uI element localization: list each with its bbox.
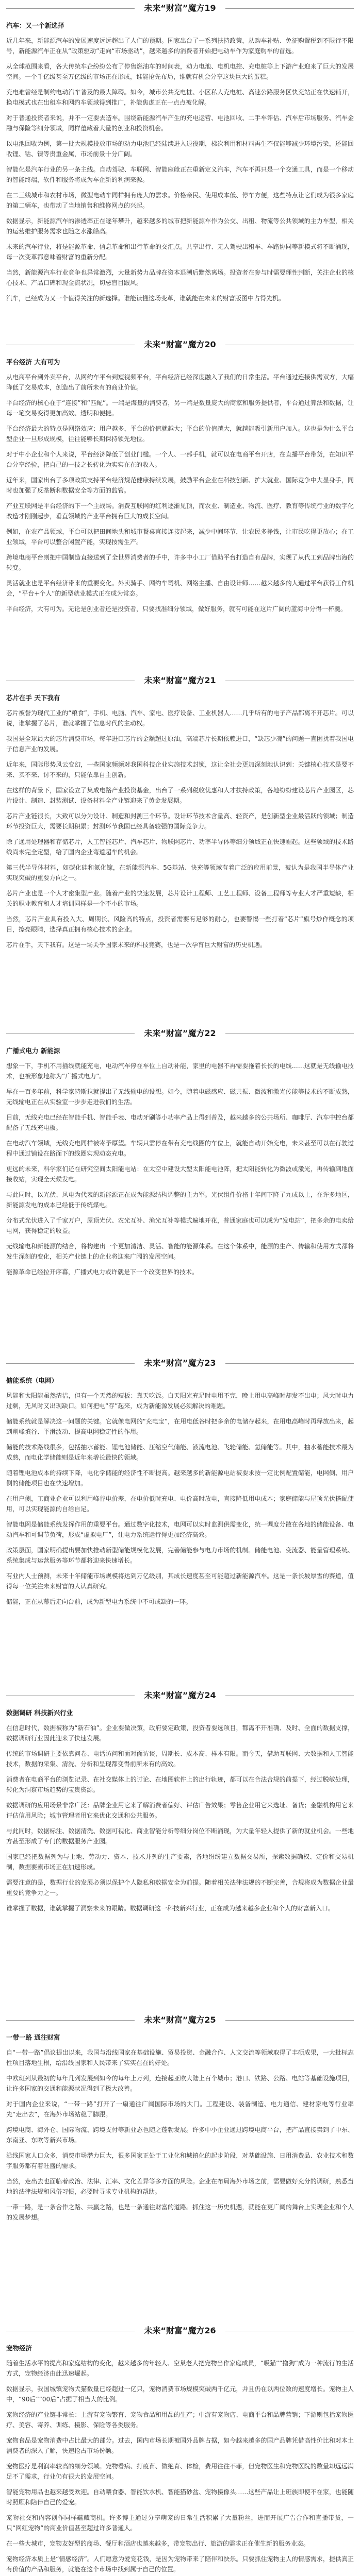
- paragraph: 需要注意的是，数据行业的发展必须以保护个人隐私和数据安全为前提。随着相关法律法规的不断完善，合规将成为数据企业最重要的竞争力之一。: [6, 1879, 354, 1896]
- paragraph: 在电动汽车领域，无线充电同样被寄予厚望。车辆只需停在带有充电线圈的车位上，就能自动开始充电，未来甚至可以在行驶过程中通过铺设在路面下的线圈实现动态充电。: [6, 1140, 354, 1157]
- banner-rule-left: [6, 1363, 135, 1364]
- paragraph: 储能系统就是解决这一问题的关键。它就像电网的“充电宝”，在用电低谷时把多余的电储存起来，在用电高峰时再释放出来，起到削峰填谷、平滑波动、提高电网稳定性的作用。: [6, 1418, 354, 1435]
- paragraph: 随着生活水平的提高和家庭结构的变化，越来越多的年轻人、空巢老人把宠物当作家庭成员，“吸猫”“撸狗”成为一种流行的生活方式，宠物经济由此迅速崛起。: [6, 2360, 354, 2377]
- paragraph: 沿线国家人口众多，消费市场潜力巨大，很多国家正处于工业化和城镇化的起步阶段，对基础设施、日用消费品、农业技术和数字服务都有着旺盛的需求。: [6, 2152, 354, 2170]
- section-subtitle: 平台经济 大有可为: [6, 358, 60, 366]
- banner-rule-left: [6, 2020, 135, 2021]
- paragraph: 对于普通投资者来说，并不一定要去造车。围绕新能源汽车产生的充电运营、电池回收、二手车评估、汽车后市场服务、汽车金融与保险等细分领域，同样蕴藏着大量的创业和投资机会。: [6, 114, 354, 132]
- paragraph: 智能化是汽车行业的另一条主线。自动驾驶、车联网、智能座舱正在重新定义汽车，汽车不再只是一个交通工具，而是一个移动的智能终端，软件和服务将成为车企新的利润来源。: [6, 166, 354, 183]
- paragraph: 政策层面，国家明确提出要加快推动新型储能规模化发展，完善储能参与电力市场的机制。储能电池、变流器、能量管理系统、系统集成与运营服务等环节都将迎来快速增长。: [6, 1547, 354, 1564]
- paragraph: 在一些大城市，宠物友好型的商场、餐厅和酒店也越来越多，带宠物出行、旅游的需求正在催生新的服务业态。: [6, 2540, 310, 2547]
- paragraph: 更远的未来，科学家们还在研究空间太阳能电站：在太空中建设大型太阳能电池阵，把太阳能转化为微波或激光，再传输到地面接收站，实现全天候发电。: [6, 1165, 354, 1183]
- paragraph: 当然，新能源汽车行业竞争也异常激烈，大量新势力品牌在资本退潮后黯然离场。投资者在参与时需要理性判断，关注企业的核心技术、产品口碑和现金流状况，切忌盲目跟风。: [6, 269, 354, 286]
- banner-rule-left: [6, 8, 135, 9]
- paragraph: 跨境电商、海外仓、国际物流、跨境支付等新业态也随之蓬勃发展。许多中小企业通过跨境电商平台，把产品直接卖到了中东、东南亚、东欧等新兴市场。: [6, 2126, 354, 2144]
- paragraph: 与此同时，以光伏、风电为代表的新能源正在成为能源结构调整的主力军。光伏组件价格十年间下降了九成以上，在许多地区，新能源发电的成本已经低于传统煤电。: [6, 1191, 354, 1209]
- section-banner: [6, 2325, 354, 2336]
- paragraph: 我国是全球最大的芯片消费市场，每年进口芯片的金额超过原油，高端芯片长期依赖进口，“缺芯少魂”的问题一直困扰着我国电子信息产业的发展。: [6, 735, 354, 753]
- paragraph: 随着锂电池成本的持续下降，电化学储能的经济性不断提高。越来越多的新能源电站被要求按一定比例配置储能，电网侧、用户侧的储能项目也在快速增加。: [6, 1469, 354, 1487]
- section-subtitle: 广播式电力 新能源: [6, 1047, 60, 1055]
- paragraph: 宠物经济的产业链非常长：上游有宠物繁育、宠物食品和用品的生产；中游有宠物店、电商平台和品牌营销；下游则包括宠物医疗、美容、寄养、训练、摄影、保险等各类服务。: [6, 2411, 354, 2429]
- section-subtitle: 宠物经济: [6, 2344, 32, 2352]
- section-banner: [6, 1358, 354, 1369]
- paragraph: 分布式光伏进入了千家万户，屋顶光伏、农光互补、渔光互补等模式遍地开花，普通家庭也可以成为“发电站”，把多余的电卖给电网，获得稳定的收益。: [6, 1217, 354, 1234]
- article-section: [0, 1028, 360, 1358]
- section-banner: [6, 339, 354, 350]
- paragraph: 宠物医疗是利润率较高的细分领域。宠物看病、打疫苗、做绝育、体检，费用往往不菲，但宠物医生和宠物医院的数量却远远满足不了需求，行业仍有很大的发展空间。: [6, 2463, 354, 2480]
- section-title: 未来“财富”魔方25: [144, 2015, 216, 2025]
- paragraph: 消费者在电商平台的浏览记录、在社交媒体上的讨论、在地图软件上的出行轨迹，都可以在合法合规的前提下，经过脱敏处理，转化为洞察市场趋势的宝贵资源。: [6, 1776, 354, 1793]
- paragraph: 谁掌握了数据，谁就掌握了洞察未来的眼睛。数据调研这一科技新兴行业，正在成为越来越多企业和个人的财富新入口。: [6, 1905, 335, 1912]
- paragraph: 跨境电商平台则把中国制造直接送到了全世界消费者的手中，许多中小工厂借助平台打造自有品牌，实现了从代工到品牌出海的转变。: [6, 554, 354, 571]
- paragraph: 早在一百多年前，科学家特斯拉就提出了无线输电的设想。如今，随着电磁感应、磁共振、微波和激光传能等技术的不断成熟，无线输电正在从实验室一步步走进我们的生活。: [6, 1088, 354, 1106]
- section-title: 未来“财富”魔方21: [144, 675, 216, 685]
- paragraph: 宠物社交和内容创作同样蕴藏商机。许多博主通过分享萌宠的日常生活积累了大量粉丝，进而开展广告合作和直播带货，一只“网红宠物”的商业价值甚至超过许多普通人。: [6, 2514, 354, 2532]
- paragraph: 智能电网是储能系统发挥作用的重要平台。通过数字化技术，电网可以实时监测供需变化，统一调度分散在各地的储能设备、电动汽车和可调节负荷，形成“虚拟电厂”，让电力系统运行得更加经济高效。: [6, 1521, 354, 1538]
- paragraph: 数据显示，我国城镇宠物犬猫数量已经超过一亿只，宠物消费市场规模突破两千亿元，并且仍在以两位数的速度增长。宠物主人中，“90后”“00后”占据了相当大的比例。: [6, 2385, 354, 2403]
- section-title: 未来“财富”魔方26: [144, 2326, 216, 2335]
- paragraph: 对于国内企业来说，“一带一路”打开了一扇通往广阔国际市场的大门。工程建设、装备制造、电力通信、建材家电等行业率先“走出去”，在海外市场站稳了脚跟。: [6, 2100, 354, 2118]
- paragraph: 智能宠物用品也越来越受欢迎。自动喂食器、智能饮水机、智能猫砂盆、宠物摄像头……这些产品让上班族即使不在家，也能随时照顾和陪伴自己的爱宠。: [6, 2488, 354, 2506]
- section-title: 未来“财富”魔方20: [144, 340, 216, 349]
- paragraph: 与此同时，数据标注、数据清洗、数据可视化、商业智能分析等细分岗位不断涌现，为大量年轻人提供了新的就业机会。一些地方甚至形成了专门的数据服务产业园。: [6, 1827, 354, 1845]
- section-subtitle: 芯片在手 天下我有: [6, 694, 60, 702]
- section-banner: [6, 1690, 354, 1701]
- section-banner: [6, 3, 354, 14]
- paragraph: 除了通用处理器和存储芯片，人工智能芯片、汽车芯片、物联网芯片、功率半导体等细分领域正在快速崛起。这些领域的技术路线尚未完全定型，给了国内企业弯道超车的机会。: [6, 838, 354, 856]
- paragraph: 芯片产业链很长，大致可以分为设计、制造和封测三个环节。设计环节技术含量高、轻资产，是创新型企业最活跃的领域；制造环节投资巨大，需要长期积累；封测环节我国已经具备较强的国际竞争力。: [6, 812, 354, 830]
- paragraph: 近年来，国际形势风云变幻，一些国家频频对我国科技企业实施技术封锁，这让全社会更加深刻地认识到：关键核心技术是要不来、买不来、讨不来的，只能依靠自主创新。: [6, 761, 354, 778]
- section-subtitle: 数据调研 科技新兴行业: [6, 1709, 73, 1717]
- paragraph: 目前，无线充电已经在智能手机、智能手表、电动牙刷等小功率产品上得到普及，越来越多的公共场所、咖啡厅、汽车中控台都配备了无线充电板。: [6, 1114, 354, 1131]
- section-banner: [6, 675, 354, 686]
- paragraph: 数据显示，新能源汽车的渗透率正在逐年攀升，越来越多的城市把新能源车作为公交、出租、物流等公共领域的主力车型，相关的运营维护服务需求也随之水涨船高。: [6, 217, 354, 235]
- paragraph: 在二三线城市和农村市场，微型电动车同样拥有庞大的需求。价格亲民、使用成本低、停车方便，这些特点让它们成为很多家庭的第二辆车，也带动了当地销售和维修网点的兴起。: [6, 192, 354, 209]
- article-section: [0, 675, 360, 1028]
- article-section: [0, 339, 360, 675]
- paragraph: 平台经济的核心在于“连接”和“匹配”。一端是海量的消费者，另一端是数量庞大的商家和服务提供者，平台通过算法和数据，让每一笔交易变得更加高效、透明和便捷。: [6, 399, 354, 417]
- paragraph: 对于中小企业和个人来说，平台经济降低了创业门槛。一个人、一部手机，就可以在电商平台开店，在直播平台带货，在知识平台分享经验，把自己的一技之长转化为实实在在的收入。: [6, 451, 354, 468]
- section-title: 未来“财富”魔方23: [144, 1358, 216, 1368]
- paragraph: 有业内人士预测，未来十年储能市场规模将达到万亿级别，其成长速度甚至可能超过新能源汽车。这是一条长坡厚雪的赛道，值得每一位关注未来财富的人认真研究。: [6, 1572, 354, 1590]
- paragraph: 能源革命已经拉开序幕，广播式电力或许就是下一个改变世界的技术。: [6, 1268, 199, 1276]
- paragraph: 在这样的背景下，国家设立了集成电路产业投资基金，出台了一系列税收优惠和人才扶持政策，各地纷纷建设芯片产业园区，芯片设计、制造、封装测试、设备材料全产业链迎来了黄金发展期。: [6, 787, 354, 804]
- section-title: 未来“财富”魔方22: [144, 1028, 216, 1038]
- paragraph: 未来的汽车行业，将是能源革命、信息革命和出行革命的交汇点。共享出行、无人驾驶出租车、车路协同等新模式将不断涌现，每一次变革都意味着财富的重新分配。: [6, 243, 354, 261]
- paragraph: 第三代半导体材料，如碳化硅和氮化镓，在新能源汽车、5G基站、快充等领域有着广泛的应用前景，被认为是我国半导体产业实现突破的重要方向之一。: [6, 864, 354, 882]
- section-title: 未来“财富”魔方24: [144, 1690, 216, 1700]
- section-subtitle: 储能系统（电网）: [6, 1377, 58, 1384]
- paragraph: 芯片产业也是一个人才密集型产业。随着产业的快速发展，芯片设计工程师、工艺工程师、设备工程师等专业人才严重短缺，相关的职业教育和人才培训同样是一个不小的市场。: [6, 890, 354, 907]
- paragraph: 想象一下，手机不用插线就能充电，电动汽车停在车位上自动补能，家里的电器不再需要拖着长长的电线……这就是无线输电技术，也被形象地称为“广播式电力”。: [6, 1062, 354, 1080]
- paragraph: 近年来，国家出台了多项政策支持平台经济规范健康持续发展，鼓励平台企业在科技创新、扩大就业、国际竞争中大显身手，同时也加强了反垄断和数据安全等方面的监管。: [6, 477, 354, 494]
- section-subtitle: 汽车：又一个新选择: [6, 22, 64, 29]
- article-section: [0, 1690, 360, 2014]
- paragraph: 平台经济最大的特点是网络效应：用户越多，平台的价值就越大；平台的价值越大，就越能吸引新用户加入。这也是为什么平台型企业一旦形成规模，往往能够长期保持领先地位。: [6, 425, 354, 443]
- paragraph: 当然，芯片产业具有投入大、周期长、风险高的特点，投资者需要有足够的耐心，也要警惕一些打着“芯片”旗号炒作概念的项目，擦亮眼睛，选择真正拥有核心技术的企业。: [6, 916, 354, 933]
- paragraph: 无线输电和新能源的结合，将构建出一个更加清洁、灵活、智能的能源体系。在这个体系中，能源的生产、传输和使用方式都将发生深刻的变化，相关产业链上的企业将迎来广阔的发展空间。: [6, 1243, 354, 1260]
- paragraph: 从电商平台到外卖平台，从网约车平台到短视频平台，平台经济已经深度融入了我们的日常生活。平台通过连接供需双方，大幅降低了交易成本，创造出了前所未有的商业价值。: [6, 374, 354, 391]
- paragraph: 储能，正在从幕后走向台前，成为新型电力系统中不可或缺的一环。: [6, 1598, 192, 1605]
- paragraph: 芯片被誉为现代工业的“粮食”，手机、电脑、汽车、家电、医疗设备、工业机器人……几乎所有的电子产品都离不开芯片。可以说，谁掌握了芯片，谁就掌握了信息时代的主动权。: [6, 709, 354, 727]
- paragraph: 例如，在农产品领域，平台可以把田间地头和城市餐桌直接连接起来，减少中间环节，让农民多挣钱，让市民吃得更放心；在工业领域，平台可以整合闲置产能，实现按需生产。: [6, 528, 354, 546]
- article-section: [0, 2014, 360, 2325]
- paragraph: 宠物食品是宠物消费中占比最大的部分。过去，国内市场长期被国外品牌占据，如今越来越多的国产品牌凭借高性价比和对本土消费者的深入了解，快速抢占市场份额。: [6, 2437, 354, 2454]
- paragraph: 平台经济，大有可为。无论是创业者还是投资者，只要找准细分领域，做好服务，就有可能在这片广阔的蓝海中分得一杯羹。: [6, 605, 347, 613]
- paragraph: 以电池回收为例，第一批大规模投放市场的动力电池已经陆续进入退役期，梯次利用和材料再生不仅能够减少环境污染，还能回收锂、钴、镍等贵重金属，市场前景十分广阔。: [6, 140, 354, 158]
- paragraph: 宠物经济本质上是“情感经济”。人们愿意为爱宠花钱，是因为宠物带来了陪伴和快乐。只要抓住宠物主人的情感需求，提供真正有价值的产品和服务，就能在这个市场中找到属于自己的位置。: [6, 2555, 354, 2573]
- paragraph: 数据调研的应用场景非常广泛：品牌企业用它来了解消费者偏好、评估广告效果；零售企业用它来选址、备货；金融机构用它来评估信用风险；城市管理者用它来优化交通和公共服务。: [6, 1802, 354, 1819]
- paragraph: 在信息时代，数据被称为“新石油”。企业要做决策，政府要定政策，投资者要选项目，都离不开准确、及时、全面的数据支撑，数据调研行业因此迎来了快速发展。: [6, 1724, 354, 1742]
- section-banner: [6, 1028, 354, 1039]
- paragraph: 芯片在手，天下我有。这是一场关乎国家未来的科技竞赛，也是一次孕育巨大财富的历史机遇。: [6, 941, 267, 948]
- paragraph: 汽车，已经成为又一个值得关注的新选择。谁能读懂这场变革，谁就能在未来的财富版图中占得先机。: [6, 295, 285, 302]
- paragraph: 从全球范围来看，各大传统车企纷纷公布了停售燃油车的时间表，动力电池、电机电控、充电桩等上下游产业迎来了巨大的发展空间。一个千亿级甚至万亿级的市场正在形成，谁能抢先布局，谁就有机会分享这块巨大的蛋糕。: [6, 63, 354, 80]
- banner-rule-right: [225, 2020, 354, 2021]
- paragraph: 传统的市场调研主要依靠问卷、电话访问和面对面访谈，周期长、成本高、样本有限。而今天，借助互联网、大数据和人工智能技术，数据的采集、清洗、分析和呈现都变得前所未有的高效。: [6, 1750, 354, 1768]
- paragraph: 一带一路，是一条合作之路、共赢之路，也是一条通往财富的道路。抓住这一历史机遇，就能在更广阔的舞台上实现企业和个人的发展梦想。: [6, 2204, 354, 2221]
- paragraph: 国家已经把数据列为与土地、劳动力、资本、技术并列的生产要素，各地纷纷建立数据交易所，探索数据确权、定价和交易机制，数据要素市场正在加速形成。: [6, 1853, 354, 1871]
- paragraph: 中欧班列从最初的每年几列发展到如今的每年上万列，连接起亚欧大陆上百个城市；港口、铁路、公路、电站等基础设施项目，让许多国家的交通和能源状况得到了极大改善。: [6, 2075, 354, 2092]
- paragraph: 灵活就业也是平台经济带来的重要变化。外卖骑手、网约车司机、网络主播、自由设计师……越来越多的人通过平台获得工作机会，“平台+个人”的新型就业模式正在成为常态。: [6, 580, 354, 597]
- article-section: [0, 3, 360, 339]
- section-subtitle: 一带一路 通往财富: [6, 2033, 60, 2041]
- section-title: 未来“财富”魔方19: [144, 3, 216, 13]
- paragraph: 近几年来，新能源汽车的发展速度远远超出了人们的预期。国家出台了一系列扶持政策，从购车补贴、免征购置税到不限行不限号，新能源汽车正在从“政策驱动”走向“市场驱动”，越来越多的消费者开始把电动车作为家庭购车的首选。: [6, 37, 354, 55]
- banner-rule-right: [225, 1033, 354, 1034]
- banner-rule-right: [225, 1363, 354, 1364]
- paragraph: 在用户侧，工商业企业可以利用峰谷电价差，在电价低时充电、电价高时放电，直接降低用电成本；家庭储能与屋顶光伏搭配使用，可以实现能源的自给自足。: [6, 1495, 354, 1513]
- paragraph: 当然，走出去也面临着政治、法律、汇率、文化差异等多方面的风险。企业在布局海外市场之前，需要做好充分的调研，熟悉当地的法律法规和风俗习惯，必要时寻求专业机构的帮助。: [6, 2178, 354, 2195]
- banner-rule-right: [225, 8, 354, 9]
- paragraph: 自“一带一路”倡议提出以来，我国与沿线国家在基础设施、贸易投资、金融合作、人文交流等领域取得了丰硕成果，一大批标志性项目落地生根，给沿线国家和人民带来了实实在在的好处。: [6, 2049, 354, 2066]
- article-section: [0, 1358, 360, 1690]
- paragraph: 风能和太阳能虽然清洁，但有一个天然的短板：靠天吃饭。白天阳光充足时电用不完，晚上用电高峰时却发不出电；风大时电力过剩，无风时又出现缺口。如何把电“存”起来，成为新能源发展必须解决的难题。: [6, 1392, 354, 1410]
- banner-rule-left: [6, 1033, 135, 1034]
- paragraph: 产业互联网是平台经济的下一个主战场。消费互联网的红利逐渐见顶，而农业、制造业、物流、医疗、教育等传统行业的数字化改造才刚刚起步，垂直领域的产业平台拥有巨大的成长空间。: [6, 502, 354, 520]
- section-banner: [6, 2014, 354, 2026]
- article-section: [0, 2325, 360, 2576]
- paragraph: 充电难曾经是制约电动汽车普及的最大障碍。如今，城市公共充电桩、小区私人充电桩、高速公路服务区快充站正在快速铺开，换电模式也在出租车和网约车领域得到推广，补能焦虑正在一点点被化解。: [6, 89, 354, 106]
- paragraph: 储能的技术路线很多，包括抽水蓄能、锂电池储能、压缩空气储能、液流电池、飞轮储能、氢储能等。其中，抽水蓄能技术最为成熟，而电化学储能则是近年来增长最快的领域。: [6, 1444, 354, 1461]
